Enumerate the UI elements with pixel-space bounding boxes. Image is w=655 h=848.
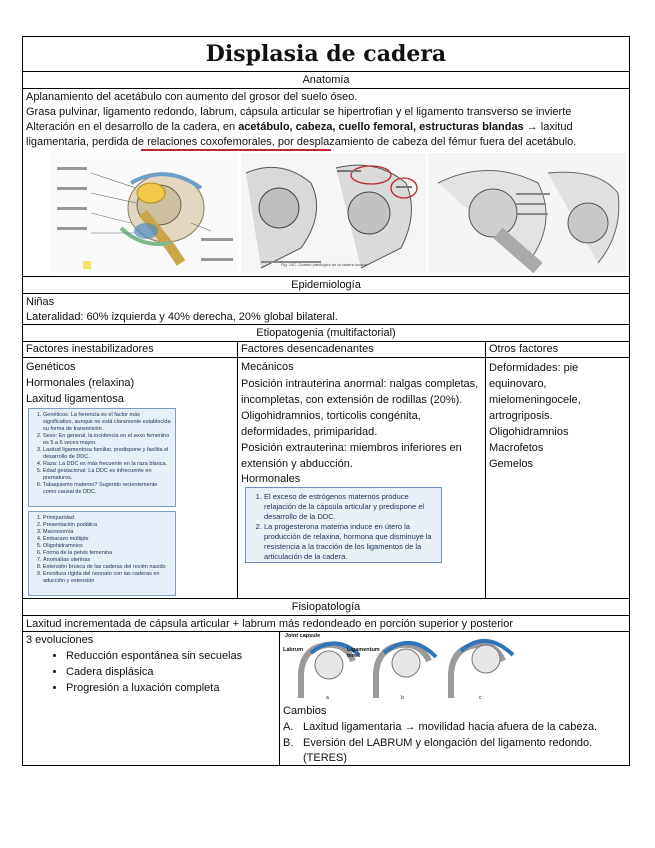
- column-divider: [279, 631, 280, 766]
- label-labrum: Labrum: [283, 647, 304, 653]
- cambio-b-line-1: Eversión del LABRUM y elongación del ligamento redondo.: [303, 737, 593, 749]
- label-a: a: [326, 695, 329, 701]
- anatomia-line-4: ligamentaria, perdida de relaciones coxofemorales, por desplazamiento de cabeza del fémur fuera del acetábulo.: [26, 136, 577, 148]
- cambio-b-letter: B.: [283, 737, 294, 749]
- column-divider: [237, 342, 238, 598]
- anatomia-line-1: Aplanamiento del acetábulo con aumento del grosor del suelo óseo.: [26, 91, 358, 103]
- joint-capsule-figure: [281, 633, 521, 703]
- otros-deformidades: Deformidades: pie equinovaro, mielomeningocele, artrogriposis.: [489, 362, 581, 422]
- col-header-inestabilizadores: Factores inestabilizadores: [26, 343, 154, 355]
- factor-hormonal: Hormonales (relaxina): [26, 377, 135, 389]
- epidemiologia-line-1: Niñas: [26, 296, 55, 308]
- cambio-a-letter: A.: [283, 721, 294, 733]
- otros-gemelos: Gemelos: [489, 458, 534, 470]
- list-item: • Progresión a luxación completa: [66, 680, 242, 696]
- section-header-fisiopatologia: Fisiopatología: [23, 599, 629, 616]
- list-item: 1. Primiparidad: [43, 515, 171, 522]
- list-item: 6. Forma de la pelvis femenina: [43, 550, 171, 557]
- factor-genetico: Genéticos: [26, 361, 76, 373]
- anatomia-line-3-bold: acetábulo, cabeza, cuello femoral, estructuras blandas: [238, 121, 524, 133]
- label-ligamentum-teres: Ligamentum teres: [347, 647, 380, 659]
- cambios-label: Cambios: [283, 705, 327, 717]
- list-item: • Cadera displásica: [66, 664, 242, 680]
- divider: [23, 631, 629, 632]
- list-item: 3. Laxitud ligamentosa familiar, predispone y facilita el desarrollo de DDC.: [43, 447, 171, 461]
- section-header-anatomia: Anatomía: [23, 72, 629, 89]
- col-header-otros: Otros factores: [489, 343, 559, 355]
- hip-section-drawings: [241, 153, 426, 273]
- document-page: [22, 36, 630, 766]
- section-header-etiopatogenia: Etiopatogenia (multifactorial): [23, 325, 629, 342]
- list-item: 4. Raza: La DDC es más frecuente en la raza blanca.: [43, 461, 171, 468]
- list-item: 3. Macrosomía: [43, 529, 171, 536]
- risk-factors-box-2: [28, 511, 176, 596]
- label-joint-capsule: Joint capsule: [285, 633, 321, 639]
- hip-anatomy-illustration: [51, 153, 239, 273]
- anatomia-line-3: [26, 120, 573, 135]
- list-item: 5. Edad gestacional: La DDC es infrecuente en prematuros.: [43, 468, 171, 482]
- anatomia-line-3-b: → laxitud: [523, 121, 573, 133]
- anatomia-line-2: Grasa pulvinar, ligamento redondo, labrum, cápsula articular se hipertrofian y el ligamento transverso se invierte: [26, 106, 572, 118]
- list-item: 1. Genéticos: La herencia es el factor más significativo, aunque no está claramente establecida su forma de transmisión.: [43, 412, 171, 433]
- col-header-desencadenantes: Factores desencadenantes: [241, 343, 374, 355]
- mecanicos-text-2: Posición extrauterina: miembros inferiores en extensión y abducción.: [241, 442, 462, 470]
- cambio-a: Laxitud ligamentaria → movilidad hacia afuera de la cabeza.: [303, 721, 598, 733]
- anatomia-line-3-a: Alteración en el desarrollo de la cadera, en: [26, 121, 239, 133]
- list-item: 2. Sexo: En general, la incidencia en el sexo femenino es 5 a 6 veces mayor.: [43, 433, 171, 447]
- label-b: b: [401, 695, 404, 701]
- list-item: 2. Presentación podálica: [43, 522, 171, 529]
- label-c: c: [479, 695, 482, 701]
- cambio-b-line-2: (TERES): [303, 752, 347, 764]
- otros-oligohidramnios: Oligohidramnios: [489, 426, 569, 438]
- mecanicos-label: Mecánicos: [241, 361, 294, 373]
- list-item: 9. Envoltura rígida del neonato con las caderas en aducción y extensión: [43, 571, 171, 585]
- list-item: 4. Embarazo múltiple: [43, 536, 171, 543]
- risk-factors-box-1: [28, 408, 176, 507]
- page-title: Displasia de cadera: [23, 37, 629, 72]
- divider: [23, 357, 629, 358]
- factor-laxitud: Laxitud ligamentosa: [26, 393, 124, 405]
- list-item: 5. Oligohidramnios: [43, 543, 171, 550]
- otros-macrofetos: Macrofetos: [489, 442, 544, 454]
- epidemiologia-line-2: Lateralidad: 60% izquierda y 40% derecha, 20% global bilateral.: [26, 311, 338, 323]
- list-item: 1. El exceso de estrógenos maternos produce relajación de la cápsula articular y predispone el desarrollo de la DDC.: [264, 492, 435, 522]
- figure-caption: Fig. 10C. Cuadro patológico de la cadera luxada: [281, 262, 367, 267]
- red-underline: [141, 149, 331, 151]
- list-item: 6. Tabaquismo materno? Sugerido recientemente como causal de DDC.: [43, 482, 171, 496]
- mecanicos-text-1: Posición intrauterina anormal: nalgas completas, incompletas, con extensión de rodillas (20%). Oligohidramnios, torticolis congénita, deformidades, primiparidad.: [241, 378, 479, 438]
- evoluciones-list: [26, 648, 242, 696]
- hip-dislocation-drawing: [428, 153, 626, 273]
- hormonales-label: Hormonales: [241, 473, 301, 485]
- fisiopatologia-line-1: Laxitud incrementada de cápsula articular + labrum más redondeado en porción superior y posterior: [26, 618, 514, 630]
- list-item: • Reducción espontánea sin secuelas: [66, 648, 242, 664]
- hormonal-factors-box: [245, 487, 442, 563]
- list-item: 8. Extensión brusca de las caderas del recién nacido: [43, 564, 171, 571]
- evoluciones-label: 3 evoluciones: [26, 634, 94, 646]
- list-item: 7. Anomalías uterinas: [43, 557, 171, 564]
- column-divider: [485, 342, 486, 598]
- list-item: 2. La progesterona materna induce en útero la producción de relaxina, hormona que disminuye la resistencia a la tracción de los ligamentos de la articulación de la cadera.: [264, 522, 435, 562]
- section-header-epidemiologia: Epidemiología: [23, 277, 629, 294]
